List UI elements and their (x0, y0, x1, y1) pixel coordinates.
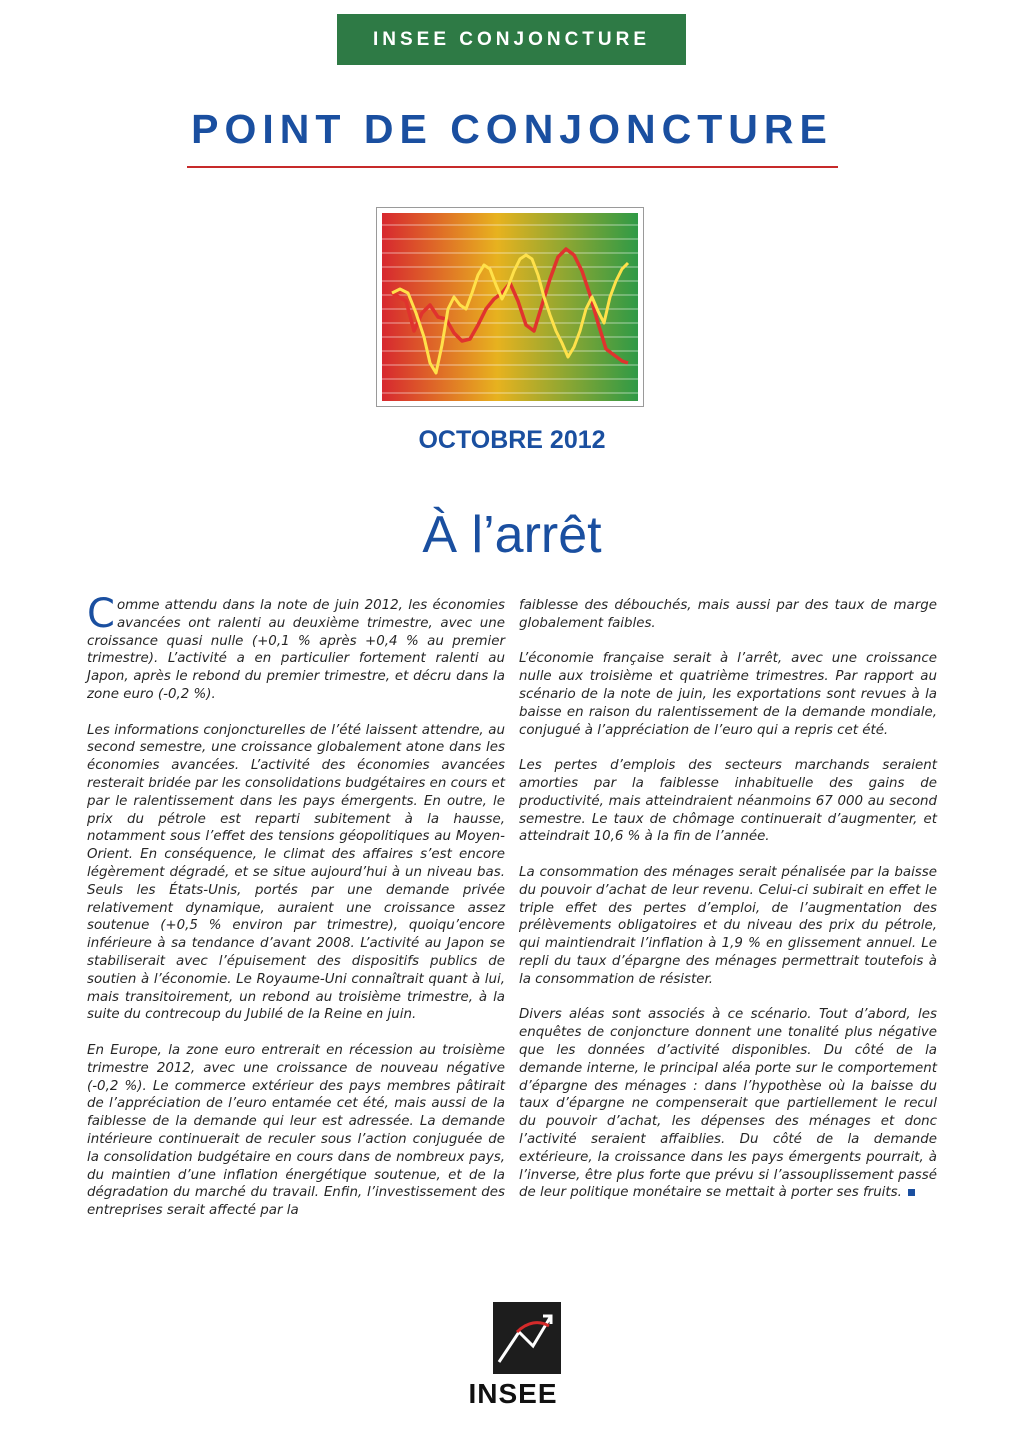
article-paragraph-7 (519, 1006, 937, 1202)
article-paragraph-5: Les pertes d’emplois des secteurs marchands seraient amorties par la faiblesse inhabituelle des gains de productivité, mais atteindraient néanmoins 67 000 au second semestre. Le taux de chômage continuerait d’augmenter, et atteindrait 10,6 % à la fin de l’année. (519, 758, 937, 845)
article-paragraph-3-continued: faiblesse des débouchés, mais aussi par des taux de marge globalement faibles. (519, 598, 937, 631)
insee-logo-arrow-icon (493, 1302, 561, 1374)
article-paragraph-1-text: omme attendu dans la note de juin 2012, les économies avancées ont ralenti au deuxième trimestre, avec une croissance quasi nulle (+0,1 % après +0,4 % au premier trimestre). L’activité a en particulier fortement ralenti au Japon, après le rebond du premier trimestre, et décru dans la zone euro (-0,2 %). (87, 598, 505, 702)
cover-illustration (376, 207, 644, 407)
insee-logo (463, 1302, 563, 1414)
insee-logo-mark (493, 1302, 561, 1374)
article-column-right (519, 597, 937, 1220)
insee-conjoncture-banner (337, 14, 686, 65)
drop-cap: C (87, 591, 115, 637)
insee-logo-word: INSEE (468, 1378, 558, 1409)
article-column-left (87, 591, 505, 1238)
headline: À l’arrêt (422, 506, 602, 564)
edition-date: OCTOBRE 2012 (418, 426, 606, 454)
cover-illustration-graphic (382, 213, 638, 401)
publication-title: POINT DE CONJONCTURE (191, 106, 833, 152)
article-paragraph-2: Les informations conjoncturelles de l’été laissent attendre, au second semestre, une croissance globalement atone dans les économies avancées. L’activité des économies avancées resterait bridée par les consolidations budgétaires en cours et par le ralentissement dans les pays émergents. En outre, le prix du pétrole est reparti subitement à la hausse, notamment sous l’effet des tensions géopolitiques au Moyen-Orient. En conséquence, le climat des affaires s’est encore légèrement dégradé, et se situe aujourd’hui à un niveau bas. Seuls les États-Unis, portés par une demande privée relativement dynamique, auraient une croissance assez soutenue (+0,5 % environ par trimestre), quoiqu’encore inférieure à sa tendance d’avant 2008. L’activité au Japon se stabiliserait avec l’épuisement des dispositifs publics de soutien à l’économie. Le Royaume-Uni connaîtrait quant à lui, mais transitoirement, un rebond au troisième trimestre, à la suite du contrecoup du Jubilé de la Reine en juin. (87, 722, 505, 1023)
title-divider (187, 166, 838, 168)
gradient-background (382, 213, 638, 401)
article-paragraph-6: La consommation des ménages serait pénalisée par la baisse du pouvoir d’achat de leur revenu. Celui-ci subirait en effet le triple effet des pertes d’emploi, de l’augmentation des prélèvements obligatoires et du niveau des prix du pétrole, qui maintiendrait l’inflation à 1,9 % en glissement annuel. Le repli du taux d’épargne des ménages permettrait toutefois à la consommation de résister. (519, 864, 937, 987)
article-paragraph-3: En Europe, la zone euro entrerait en récession au troisième trimestre 2012, avec une croissance de nouveau négative (-0,2 %). Le commerce extérieur des pays membres pâtirait de l’appréciation de l’euro entamée cet été, mais aussi de la faiblesse de la demande qui leur est adressée. La demande intérieure continuerait de reculer sous l’action conjuguée de la consolidation budgétaire en cours dans de nombreux pays, du maintien d’une inflation énergétique soutenue, et de la dégradation du marché du travail. Enfin, l’investissement des entreprises serait affecté par la (87, 1042, 505, 1219)
article-paragraph-4: L’économie française serait à l’arrêt, avec une croissance nulle aux troisième et quatrième trimestres. Par rapport au scénario de la note de juin, les exportations sont revues à la baisse en raison du ralentissement de la demande mondiale, conjugué à l’appréciation de l’euro qui a repris cet été. (519, 651, 937, 738)
article-paragraph-1 (87, 591, 505, 704)
end-of-article-mark (908, 1189, 915, 1196)
article-paragraph-7-text: Divers aléas sont associés à ce scénario. Tout d’abord, les enquêtes de conjoncture donnent une tonalité plus négative que les données d’activité disponibles. Du côté de la demande interne, le principal aléa porte sur le comportement d’épargne des ménages : dans l’hypothèse où la baisse du taux d’épargne ne compenserait que partiellement le recul du pouvoir d’achat, les dépenses des ménages et donc l’activité seraient affaiblies. Du côté de la demande extérieure, la croissance dans les pays émergents pourrait, à l’inverse, être plus forte que prévu si l’assouplissement passé de leur politique monétaire se mettait à porter ses fruits. (519, 1007, 937, 1201)
banner-label: INSEE CONJONCTURE (372, 28, 651, 50)
